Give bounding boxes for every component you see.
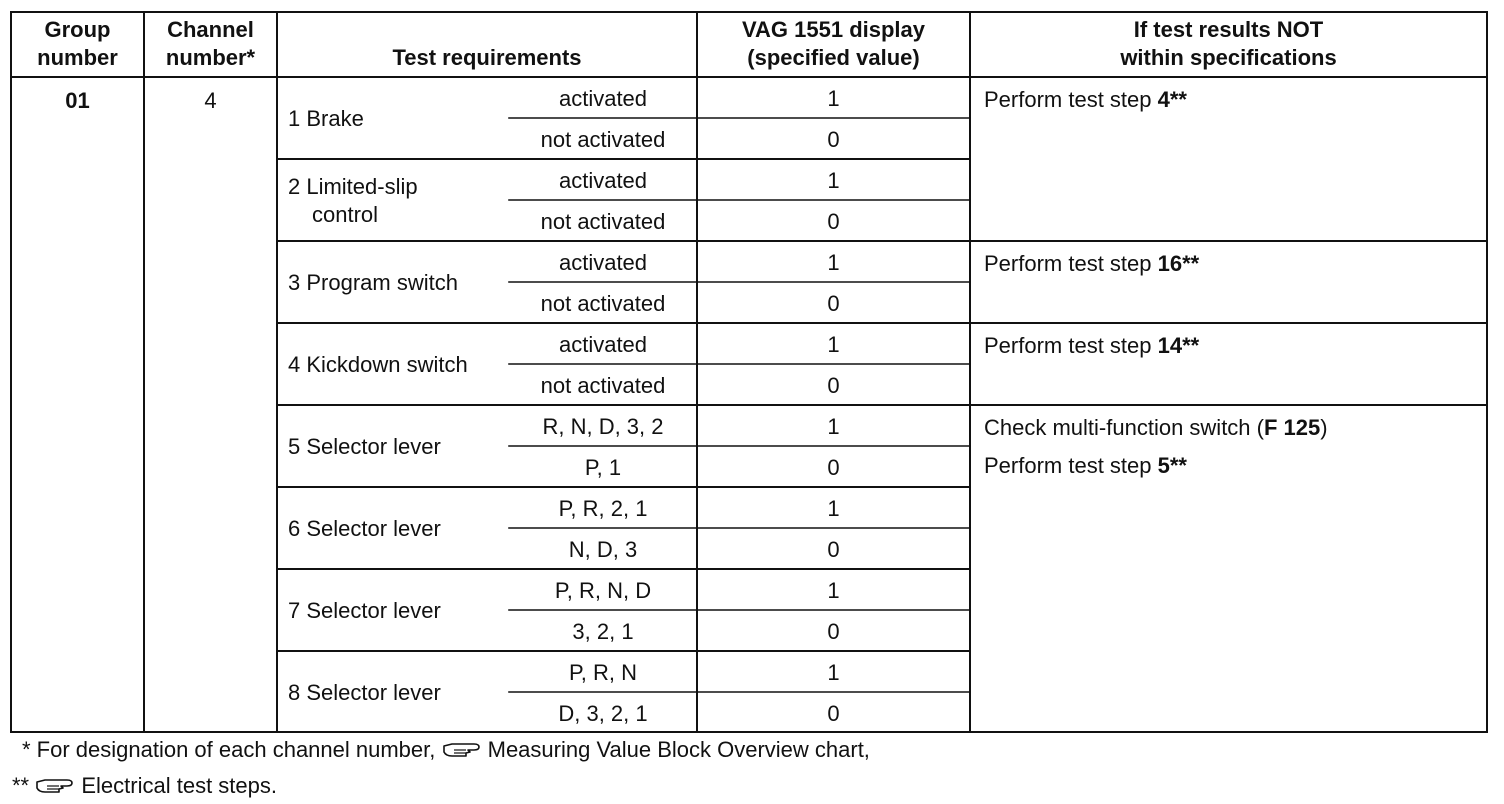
value-cell: 0: [827, 701, 840, 726]
value-cell: 1: [827, 332, 840, 357]
value-cell: 1: [827, 578, 840, 603]
condition-cell: not activated: [540, 373, 666, 398]
value-cell: 1: [827, 414, 840, 439]
action-kickdown: Perform test step 14**: [984, 333, 1200, 358]
value-cell: 1: [827, 86, 840, 111]
pointing-hand-icon: [442, 740, 482, 760]
condition-cell: not activated: [540, 127, 666, 152]
row-label-5: 5 Selector lever: [288, 434, 441, 459]
value-cell: 1: [827, 496, 840, 521]
value-cell: 0: [827, 455, 840, 480]
row-label-4: 4 Kickdown switch: [288, 352, 468, 377]
value-cell: 1: [827, 660, 840, 685]
condition-cell: activated: [558, 168, 648, 193]
header-display: VAG 1551 display (specified value): [741, 17, 925, 70]
value-cell: 0: [827, 619, 840, 644]
condition-cell: P, R, 2, 1: [558, 496, 648, 521]
value-cell: 0: [827, 373, 840, 398]
action-program: Perform test step 16**: [984, 251, 1200, 276]
condition-cell: N, D, 3: [568, 537, 638, 562]
condition-cell: 3, 2, 1: [572, 619, 634, 644]
condition-cell: not activated: [540, 291, 666, 316]
condition-cell: P, 1: [584, 455, 622, 480]
condition-cell: activated: [558, 332, 648, 357]
channel-number: 4: [204, 88, 217, 113]
action-brake-limited: Perform test step 4**: [984, 87, 1187, 112]
condition-cell: activated: [558, 250, 648, 275]
footnote-electrical: ** Electrical test steps.: [12, 773, 277, 798]
condition-cell: P, R, N: [568, 660, 638, 685]
group-number: 01: [65, 88, 90, 113]
condition-cell: P, R, N, D: [554, 578, 652, 603]
row-label-6: 6 Selector lever: [288, 516, 441, 541]
row-label-2: 2 Limited-slip control: [288, 174, 418, 227]
value-cell: 0: [827, 291, 840, 316]
action-selector-step: Perform test step 5**: [984, 453, 1187, 478]
row-label-7: 7 Selector lever: [288, 598, 441, 623]
value-cell: 0: [827, 209, 840, 234]
value-cell: 0: [827, 537, 840, 562]
header-test-requirements: Test requirements: [392, 45, 582, 70]
header-if-not: If test results NOT within specifications: [1120, 17, 1337, 70]
footnote-channel: * For designation of each channel number, Measuring Value Block Overview chart,: [22, 737, 870, 762]
condition-cell: not activated: [540, 209, 666, 234]
condition-cell: R, N, D, 3, 2: [542, 414, 664, 439]
condition-cell: activated: [558, 86, 648, 111]
header-group: Group number: [37, 17, 118, 70]
value-cell: 1: [827, 168, 840, 193]
header-channel: Channel number*: [165, 17, 256, 70]
row-label-3: 3 Program switch: [288, 270, 458, 295]
row-label-1: 1 Brake: [288, 106, 364, 131]
row-label-8: 8 Selector lever: [288, 680, 441, 705]
pointing-hand-icon: [35, 776, 75, 796]
value-cell: 1: [827, 250, 840, 275]
action-selector-check: Check multi-function switch (F 125): [984, 415, 1328, 440]
condition-cell: D, 3, 2, 1: [558, 701, 648, 726]
value-cell: 0: [827, 127, 840, 152]
